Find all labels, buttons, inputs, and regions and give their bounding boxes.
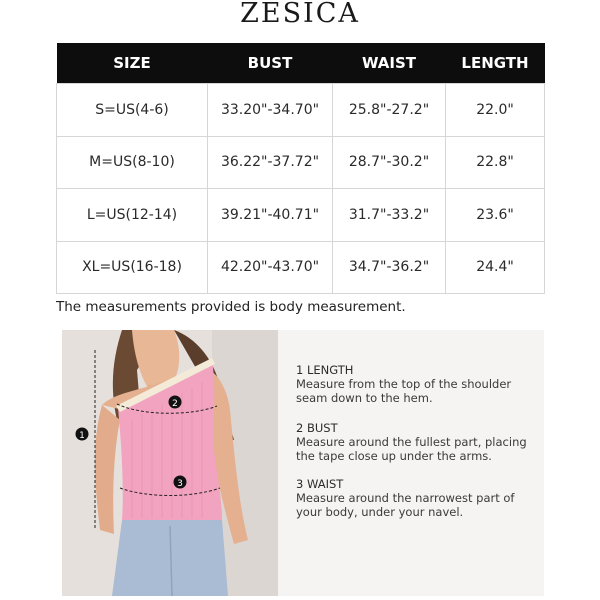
- guide-length: [296, 363, 511, 405]
- svg-text:1: 1: [79, 431, 85, 441]
- svg-text:2: 2: [172, 399, 178, 409]
- guide-waist-line-2: your body, under your navel.: [296, 505, 464, 519]
- bust-cell: 33.20"-34.70": [208, 84, 333, 137]
- measurement-note: The measurements provided is body measurement.: [56, 299, 406, 315]
- waist-cell: 34.7"-36.2": [333, 241, 446, 294]
- size-cell: S=US(4-6): [57, 84, 208, 137]
- length-cell: 22.8": [446, 136, 545, 189]
- brand-logo: ZESICA: [240, 0, 360, 29]
- header-length: LENGTH: [446, 43, 545, 84]
- table-row: [57, 84, 545, 137]
- bust-cell: 39.21"-40.71": [208, 189, 333, 242]
- length-cell: 24.4": [446, 241, 545, 294]
- guide-bust-line-1: Measure around the fullest part, placing: [296, 435, 527, 449]
- table-row: [57, 136, 545, 189]
- header-waist: WAIST: [333, 43, 446, 84]
- header-size: SIZE: [57, 43, 208, 84]
- model-photo: [62, 330, 278, 596]
- header-bust: BUST: [208, 43, 333, 84]
- size-cell: L=US(12-14): [57, 189, 208, 242]
- size-chart-table: [56, 43, 545, 294]
- guide-waist-title: 3 WAIST: [296, 477, 344, 491]
- length-cell: 22.0": [446, 84, 545, 137]
- svg-text:3: 3: [177, 479, 183, 489]
- waist-cell: 31.7"-33.2": [333, 189, 446, 242]
- guide-length-line-2: seam down to the hem.: [296, 391, 433, 405]
- model-illustration: [62, 330, 278, 596]
- waist-cell: 25.8"-27.2": [333, 84, 446, 137]
- guide-bust-title: 2 BUST: [296, 421, 338, 435]
- bust-cell: 42.20"-43.70": [208, 241, 333, 294]
- waist-cell: 28.7"-30.2": [333, 136, 446, 189]
- guide-bust-line-2: the tape close up under the arms.: [296, 449, 492, 463]
- bust-cell: 36.22"-37.72": [208, 136, 333, 189]
- size-cell: XL=US(16-18): [57, 241, 208, 294]
- guide-waist: [296, 477, 514, 519]
- guide-bust: [296, 421, 527, 463]
- size-cell: M=US(8-10): [57, 136, 208, 189]
- guide-waist-line-1: Measure around the narrowest part of: [296, 491, 515, 505]
- length-cell: 23.6": [446, 189, 545, 242]
- table-row: [57, 189, 545, 242]
- table-header-row: [57, 43, 545, 84]
- guide-length-line-1: Measure from the top of the shoulder: [296, 377, 512, 391]
- guide-length-title: 1 LENGTH: [296, 363, 354, 377]
- table-row: [57, 241, 545, 294]
